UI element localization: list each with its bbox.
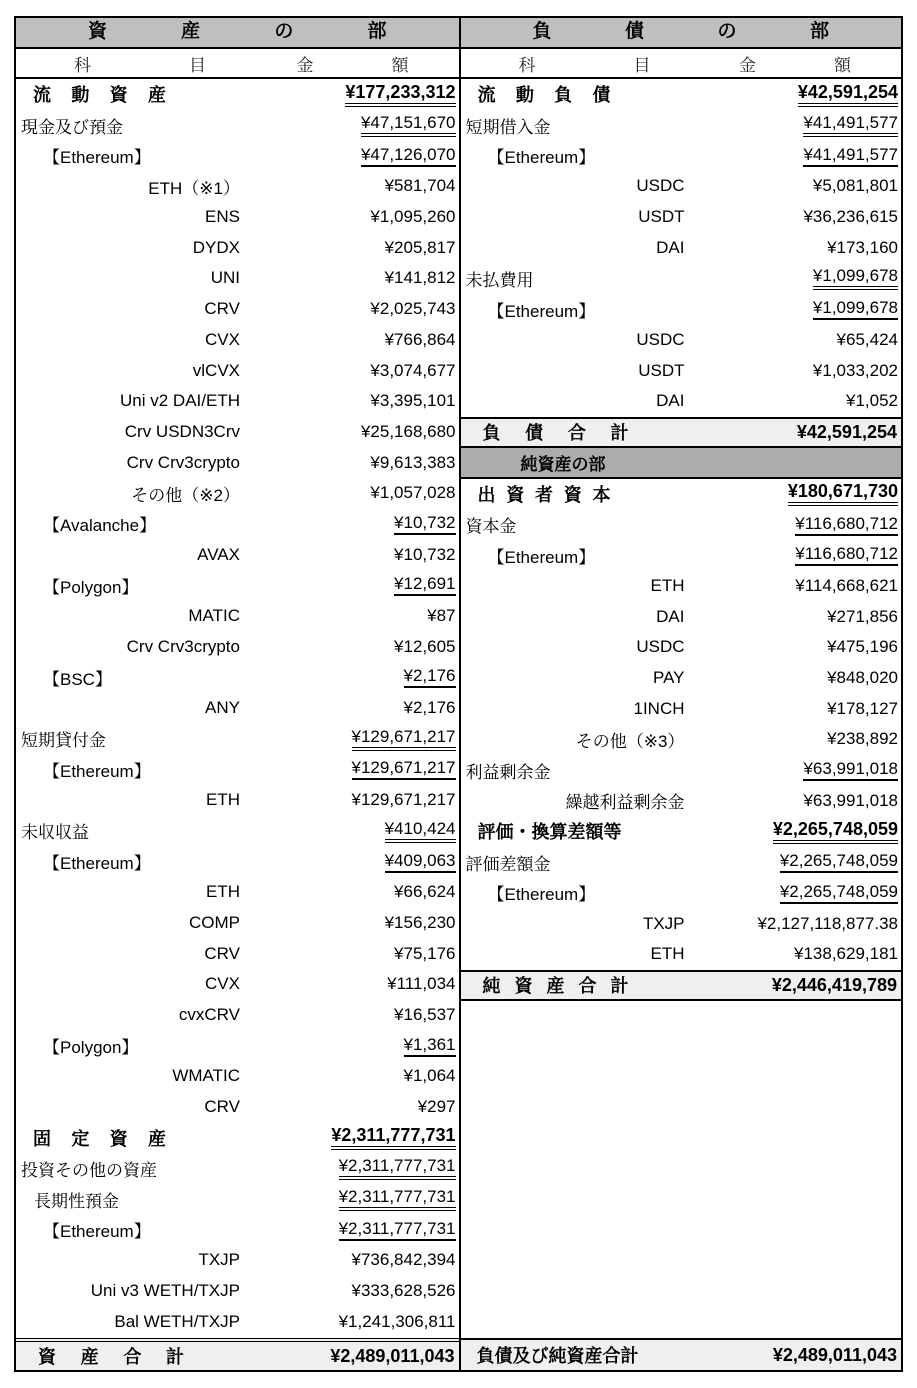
amount-value: ¥129,671,217 <box>351 790 456 810</box>
assets-total-row <box>16 1338 459 1370</box>
account-label: 1INCH <box>633 698 685 718</box>
table-row <box>461 908 902 939</box>
table-row <box>16 1214 459 1245</box>
table-row <box>461 601 902 632</box>
account-label: ENS <box>205 207 240 227</box>
account-label: 【Ethereum】 <box>487 547 596 567</box>
table-row <box>16 1122 459 1153</box>
table-row <box>461 386 902 417</box>
amount-value: ¥2,446,419,789 <box>771 974 897 995</box>
net-assets-rows <box>461 479 902 970</box>
amount-value: ¥1,099,678 <box>813 266 898 290</box>
account-label: CRV <box>204 943 240 963</box>
assets-section-header: 資産の部 <box>16 18 459 49</box>
table-row <box>16 539 459 570</box>
amount-value: ¥36,236,615 <box>803 207 898 227</box>
account-label: ETH <box>650 944 685 964</box>
table-row <box>16 202 459 233</box>
amount-value: ¥205,817 <box>384 237 456 257</box>
table-row <box>461 816 902 847</box>
table-row <box>16 447 459 478</box>
amount-column-header: 金額 <box>296 55 409 75</box>
account-label: AVAX <box>197 544 240 564</box>
amount-value: ¥42,591,254 <box>798 82 898 107</box>
account-label: その他（※2） <box>131 485 240 505</box>
table-row <box>16 846 459 877</box>
table-row <box>461 939 902 970</box>
account-label: ETH（※1） <box>148 178 240 198</box>
amount-value: ¥3,395,101 <box>370 391 456 411</box>
amount-value: ¥41,491,577 <box>803 113 898 137</box>
account-label: 長期性預金 <box>34 1191 119 1211</box>
account-label: 流動資産 <box>33 85 166 106</box>
amount-value: ¥736,842,394 <box>351 1250 456 1270</box>
amount-value: ¥1,099,678 <box>813 298 898 320</box>
amount-value: ¥129,671,217 <box>352 727 456 751</box>
assets-column-headers <box>16 49 459 79</box>
table-row <box>16 631 459 662</box>
account-label: 【Ethereum】 <box>487 885 596 905</box>
table-row <box>16 1276 459 1307</box>
amount-value: ¥475,196 <box>827 637 898 657</box>
account-label: TXJP <box>198 1250 240 1270</box>
account-column-header: 科目 <box>518 55 651 75</box>
account-label: ANY <box>205 698 240 718</box>
account-label: ETH <box>650 575 685 595</box>
account-label: Uni v2 DAI/ETH <box>120 391 240 411</box>
table-row <box>461 755 902 786</box>
account-label: 【Avalanche】 <box>43 516 157 536</box>
account-label: 【Ethereum】 <box>487 301 596 321</box>
amount-value: ¥116,680,712 <box>795 544 898 566</box>
net-assets-total-row <box>461 970 902 1001</box>
liabilities-rows <box>461 79 902 417</box>
account-label: 現金及び預金 <box>21 117 123 137</box>
account-label: vlCVX <box>192 360 240 380</box>
amount-value: ¥297 <box>417 1097 456 1117</box>
account-label: 繰越利益剰余金 <box>565 793 685 813</box>
table-row <box>16 816 459 847</box>
net-assets-section-title: 純資産の部 <box>520 454 606 474</box>
table-row <box>16 232 459 263</box>
table-row <box>461 325 902 356</box>
amount-value: ¥3,074,677 <box>370 360 456 380</box>
account-label: USDT <box>638 360 685 380</box>
table-row <box>16 662 459 693</box>
liabilities-total-row <box>461 417 902 448</box>
table-row <box>16 1184 459 1215</box>
amount-value: ¥12,691 <box>394 574 455 596</box>
account-label: 【Ethereum】 <box>43 761 151 781</box>
table-row <box>461 785 902 816</box>
account-label: CRV <box>204 1097 240 1117</box>
account-label: USDC <box>636 176 685 196</box>
amount-value: ¥409,063 <box>385 851 456 873</box>
account-label: 評価・換算差額等 <box>477 822 622 843</box>
account-label: その他（※3） <box>575 731 685 751</box>
amount-value: ¥10,732 <box>394 513 455 535</box>
table-row <box>16 110 459 141</box>
amount-value: ¥63,991,018 <box>803 759 898 781</box>
amount-value: ¥1,052 <box>846 391 898 411</box>
account-label: Crv Crv3crypto <box>126 636 240 656</box>
table-row <box>16 601 459 632</box>
account-label: 資産合計 <box>38 1347 184 1367</box>
table-row <box>16 969 459 1000</box>
account-label: 資本金 <box>465 517 517 537</box>
account-label: DAI <box>656 606 685 626</box>
account-label: 【Polygon】 <box>43 577 139 597</box>
amount-value: ¥271,856 <box>827 606 898 626</box>
amount-value: ¥2,025,743 <box>370 299 456 319</box>
table-row <box>16 1245 459 1276</box>
table-row <box>16 1153 459 1184</box>
account-label: DYDX <box>192 237 240 257</box>
amount-value: ¥116,680,712 <box>795 514 898 536</box>
account-label: 利益剰余金 <box>465 762 551 782</box>
amount-value: ¥25,168,680 <box>360 421 456 441</box>
liabilities-column-headers <box>461 49 902 79</box>
amount-value: ¥333,628,526 <box>351 1281 456 1301</box>
amount-value: ¥2,489,011,043 <box>772 1344 897 1365</box>
amount-value: ¥9,613,383 <box>370 452 456 472</box>
table-row <box>16 478 459 509</box>
table-row <box>461 263 902 294</box>
table-row <box>16 1000 459 1031</box>
amount-value: ¥581,704 <box>384 176 456 196</box>
account-label: 出資者資本 <box>477 484 611 505</box>
account-label: 評価差額金 <box>465 854 551 874</box>
amount-value: ¥41,491,577 <box>803 145 898 167</box>
table-row <box>16 1092 459 1123</box>
account-label: Crv USDN3Crv <box>124 421 240 441</box>
account-label: 【BSC】 <box>43 669 112 689</box>
account-label: CVX <box>205 329 240 349</box>
amount-value: ¥2,265,748,059 <box>773 819 898 844</box>
table-row <box>461 202 902 233</box>
table-row <box>461 878 902 909</box>
amount-value: ¥47,151,670 <box>361 113 456 137</box>
table-row <box>16 171 459 202</box>
amount-value: ¥180,671,730 <box>788 481 898 506</box>
table-row <box>16 723 459 754</box>
amount-value: ¥2,265,748,059 <box>780 882 898 904</box>
amount-value: ¥766,864 <box>384 329 456 349</box>
amount-value: ¥2,311,777,731 <box>339 1219 456 1241</box>
account-label: 【Ethereum】 <box>487 148 596 168</box>
table-row <box>461 847 902 878</box>
account-label: 短期貸付金 <box>21 731 106 751</box>
account-label: 短期借入金 <box>465 117 551 137</box>
amount-value: ¥2,176 <box>403 698 456 718</box>
table-row <box>16 693 459 724</box>
table-row <box>16 386 459 417</box>
amount-value: ¥66,624 <box>394 882 456 902</box>
table-row <box>461 571 902 602</box>
amount-value: ¥1,033,202 <box>812 360 898 380</box>
amount-value: ¥2,311,777,731 <box>339 1187 456 1211</box>
amount-value: ¥1,057,028 <box>370 483 456 503</box>
table-row <box>16 294 459 325</box>
amount-value: ¥2,489,011,043 <box>330 1345 455 1366</box>
table-row <box>461 632 902 663</box>
table-row <box>461 479 902 510</box>
amount-value: ¥177,233,312 <box>345 82 455 107</box>
amount-value: ¥138,629,181 <box>794 944 898 964</box>
amount-value: ¥2,265,748,059 <box>780 851 898 873</box>
amount-value: ¥2,176 <box>404 666 456 688</box>
amount-value: ¥10,732 <box>394 544 456 564</box>
amount-value: ¥87 <box>427 606 456 626</box>
assets-column <box>16 18 459 1370</box>
table-row <box>16 355 459 386</box>
table-row <box>16 263 459 294</box>
amount-value: ¥1,241,306,811 <box>338 1311 456 1331</box>
account-label: 負債及び純資産合計 <box>476 1346 639 1366</box>
table-row <box>16 938 459 969</box>
amount-value: ¥42,591,254 <box>796 421 897 442</box>
amount-value: ¥173,160 <box>827 237 898 257</box>
table-row <box>461 79 902 110</box>
account-label: Bal WETH/TXJP <box>114 1311 240 1331</box>
table-row <box>16 509 459 540</box>
amount-value: ¥1,064 <box>403 1066 456 1086</box>
table-row <box>16 79 459 110</box>
amount-value: ¥47,126,070 <box>361 145 456 167</box>
account-label: PAY <box>653 668 685 688</box>
table-row <box>16 1030 459 1061</box>
table-row <box>461 232 902 263</box>
table-row <box>461 355 902 386</box>
liabilities-net-rows <box>461 79 902 1338</box>
account-label: USDT <box>638 207 685 227</box>
amount-value: ¥111,034 <box>387 974 456 994</box>
amount-value: ¥75,176 <box>394 943 456 963</box>
empty-space <box>461 1001 902 1338</box>
amount-value: ¥2,311,777,731 <box>331 1125 455 1150</box>
liabilities-column <box>459 18 902 1370</box>
amount-value: ¥156,230 <box>384 912 456 932</box>
table-row <box>16 140 459 171</box>
amount-value: ¥178,127 <box>827 698 898 718</box>
account-label: DAI <box>656 391 685 411</box>
amount-value: ¥1,361 <box>404 1035 456 1057</box>
table-row <box>461 663 902 694</box>
account-label: 未払費用 <box>465 270 534 290</box>
amount-value: ¥238,892 <box>827 729 898 749</box>
account-label: 【Ethereum】 <box>43 1222 151 1242</box>
account-label: ETH <box>206 882 240 902</box>
amount-value: ¥2,311,777,731 <box>339 1156 456 1180</box>
amount-value: ¥129,671,217 <box>352 758 456 780</box>
table-row <box>461 540 902 571</box>
account-label: 【Ethereum】 <box>43 854 151 874</box>
amount-value: ¥141,812 <box>384 268 456 288</box>
amount-value: ¥5,081,801 <box>812 176 898 196</box>
table-row <box>461 110 902 141</box>
table-row <box>16 877 459 908</box>
amount-value: ¥114,668,621 <box>795 575 898 595</box>
amount-value: ¥2,127,118,877.38 <box>757 913 898 933</box>
account-label: CVX <box>205 974 240 994</box>
liabilities-section-header: 負債の部 <box>461 18 902 49</box>
amount-value: ¥63,991,018 <box>803 790 898 810</box>
account-label: 流動負債 <box>477 85 611 106</box>
account-label: MATIC <box>188 606 240 626</box>
table-row <box>461 693 902 724</box>
account-label: Crv Crv3crypto <box>126 452 240 472</box>
table-row <box>461 140 902 171</box>
table-row <box>16 325 459 356</box>
account-label: USDC <box>636 637 685 657</box>
table-row <box>16 1061 459 1092</box>
amount-value: ¥410,424 <box>385 819 456 843</box>
net-assets-section-header <box>461 448 902 479</box>
account-label: TXJP <box>642 913 685 933</box>
account-label: COMP <box>189 912 240 932</box>
account-label: 投資その他の資産 <box>21 1160 157 1180</box>
table-row <box>16 785 459 816</box>
table-row <box>16 754 459 785</box>
account-label: 【Polygon】 <box>43 1038 139 1058</box>
account-label: DAI <box>656 237 685 257</box>
table-row <box>461 509 902 540</box>
grand-total-row <box>461 1338 902 1370</box>
amount-value: ¥848,020 <box>827 668 898 688</box>
table-row <box>16 570 459 601</box>
account-label: 【Ethereum】 <box>43 148 151 168</box>
account-label: 未収収益 <box>21 823 89 843</box>
amount-column-header: 金額 <box>739 55 851 75</box>
account-label: Uni v3 WETH/TXJP <box>90 1281 240 1301</box>
account-label: 負債合計 <box>482 423 629 444</box>
account-label: 純資産合計 <box>482 976 629 997</box>
account-label: CRV <box>204 299 240 319</box>
account-label: cvxCRV <box>178 1004 240 1024</box>
table-row <box>461 724 902 755</box>
table-row <box>461 171 902 202</box>
account-label: UNI <box>210 268 240 288</box>
account-label: 固定資産 <box>33 1128 166 1149</box>
amount-value: ¥12,605 <box>394 636 456 656</box>
amount-value: ¥65,424 <box>836 329 898 349</box>
account-label: USDC <box>636 329 685 349</box>
account-label: ETH <box>206 790 240 810</box>
account-column-header: 科目 <box>74 55 206 75</box>
table-row <box>16 908 459 939</box>
balance-sheet-table <box>14 16 903 1372</box>
amount-value: ¥1,095,260 <box>370 207 456 227</box>
amount-value: ¥16,537 <box>394 1004 456 1024</box>
table-row <box>16 1307 459 1338</box>
table-row <box>16 417 459 448</box>
assets-rows <box>16 79 459 1338</box>
table-row <box>461 294 902 325</box>
account-label: WMATIC <box>172 1066 240 1086</box>
